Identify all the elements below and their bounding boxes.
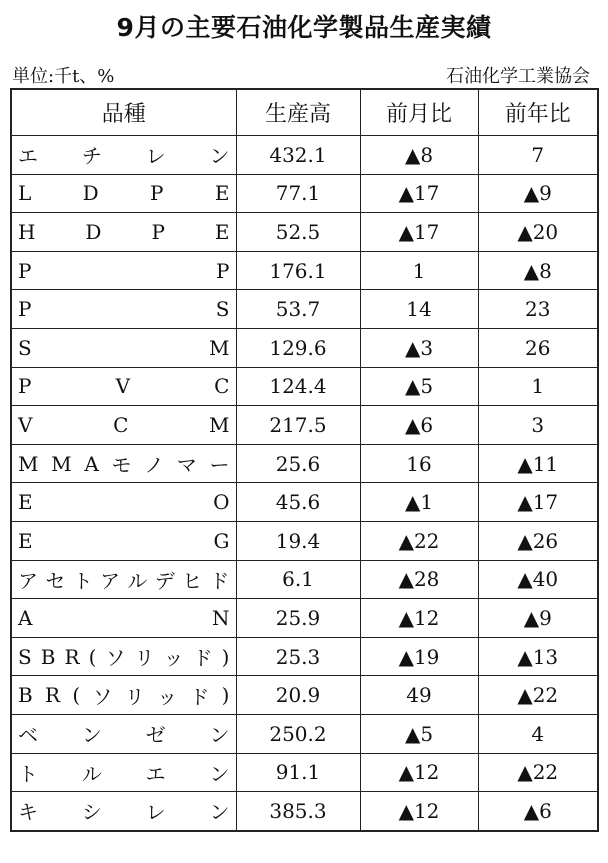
yoy-cell: ▲9 <box>478 174 598 213</box>
table-row <box>11 637 598 676</box>
header-production: 生産高 <box>236 89 360 136</box>
mom-cell: ▲12 <box>360 753 478 792</box>
product-name-cell <box>11 251 236 290</box>
product-name-cell <box>11 676 236 715</box>
yoy-cell: ▲22 <box>478 753 598 792</box>
yoy-cell: 26 <box>478 328 598 367</box>
production-table <box>10 88 599 832</box>
table-body <box>11 136 598 831</box>
product-name: M M A モ ノ マ ー <box>18 451 230 478</box>
mom-cell: 49 <box>360 676 478 715</box>
product-name: ベ ン ゼ ン <box>18 723 230 748</box>
product-name-cell <box>11 136 236 175</box>
table-row <box>11 251 598 290</box>
product-name-cell <box>11 753 236 792</box>
mom-cell: ▲19 <box>360 637 478 676</box>
yoy-cell: 7 <box>478 136 598 175</box>
mom-cell: 16 <box>360 444 478 483</box>
header-yoy: 前年比 <box>478 89 598 136</box>
mom-cell: ▲12 <box>360 599 478 638</box>
unit-label: 単位:千t、% <box>12 66 115 87</box>
production-cell: 217.5 <box>236 406 360 445</box>
product-name: ト ル エ ン <box>18 761 230 786</box>
yoy-cell: ▲6 <box>478 792 598 831</box>
production-cell: 25.3 <box>236 637 360 676</box>
product-name: H D P E <box>18 219 230 244</box>
mom-cell: ▲3 <box>360 328 478 367</box>
production-cell: 77.1 <box>236 174 360 213</box>
product-name: キ シ レ ン <box>18 800 230 825</box>
product-name-cell <box>11 213 236 252</box>
production-cell: 6.1 <box>236 560 360 599</box>
table-row <box>11 367 598 406</box>
product-name: P V C <box>18 374 230 399</box>
production-cell: 45.6 <box>236 483 360 522</box>
mom-cell: ▲22 <box>360 521 478 560</box>
table-row <box>11 676 598 715</box>
product-name: S M <box>18 335 230 360</box>
product-name: P S <box>18 297 230 322</box>
production-cell: 432.1 <box>236 136 360 175</box>
table-row <box>11 136 598 175</box>
table-row <box>11 328 598 367</box>
product-name-cell <box>11 792 236 831</box>
product-name-cell <box>11 599 236 638</box>
production-cell: 52.5 <box>236 213 360 252</box>
yoy-cell: ▲13 <box>478 637 598 676</box>
table-row <box>11 792 598 831</box>
product-name-cell <box>11 174 236 213</box>
yoy-cell: ▲26 <box>478 521 598 560</box>
product-name-cell <box>11 637 236 676</box>
product-name: S B R ( ソ リ ッ ド ) <box>18 644 230 671</box>
production-cell: 385.3 <box>236 792 360 831</box>
product-name-cell <box>11 560 236 599</box>
production-cell: 53.7 <box>236 290 360 329</box>
product-name-cell <box>11 367 236 406</box>
product-name: A N <box>18 605 230 630</box>
table-row <box>11 521 598 560</box>
production-cell: 20.9 <box>236 676 360 715</box>
yoy-cell: 3 <box>478 406 598 445</box>
table-row <box>11 714 598 753</box>
product-name-cell <box>11 444 236 483</box>
yoy-cell: ▲22 <box>478 676 598 715</box>
header-name: 品種 <box>11 89 236 136</box>
table-row <box>11 174 598 213</box>
yoy-cell: 23 <box>478 290 598 329</box>
mom-cell: ▲28 <box>360 560 478 599</box>
product-name: E O <box>18 490 230 515</box>
production-cell: 19.4 <box>236 521 360 560</box>
production-cell: 25.6 <box>236 444 360 483</box>
product-name: V C M <box>18 412 230 437</box>
table-row <box>11 406 598 445</box>
mom-cell: 14 <box>360 290 478 329</box>
yoy-cell: ▲8 <box>478 251 598 290</box>
product-name: エ チ レ ン <box>18 144 230 169</box>
table-row <box>11 560 598 599</box>
yoy-cell: 4 <box>478 714 598 753</box>
mom-cell: ▲17 <box>360 174 478 213</box>
header-mom: 前月比 <box>360 89 478 136</box>
yoy-cell: ▲40 <box>478 560 598 599</box>
production-cell: 25.9 <box>236 599 360 638</box>
production-cell: 250.2 <box>236 714 360 753</box>
yoy-cell: ▲11 <box>478 444 598 483</box>
table-row <box>11 213 598 252</box>
mom-cell: ▲5 <box>360 367 478 406</box>
product-name-cell <box>11 521 236 560</box>
product-name-cell <box>11 483 236 522</box>
mom-cell: ▲1 <box>360 483 478 522</box>
page-title: 9月の主要石油化学製品生産実績 <box>116 13 492 42</box>
production-cell: 129.6 <box>236 328 360 367</box>
table-row <box>11 290 598 329</box>
product-name: L D P E <box>18 181 230 206</box>
table-header-row <box>11 89 598 136</box>
source-label: 石油化学工業協会 <box>446 66 590 87</box>
table-row <box>11 753 598 792</box>
product-name: P P <box>18 258 230 283</box>
mom-cell: 1 <box>360 251 478 290</box>
product-name-cell <box>11 406 236 445</box>
product-name-cell <box>11 328 236 367</box>
production-cell: 91.1 <box>236 753 360 792</box>
product-name-cell <box>11 714 236 753</box>
yoy-cell: ▲9 <box>478 599 598 638</box>
product-name-cell <box>11 290 236 329</box>
mom-cell: ▲12 <box>360 792 478 831</box>
yoy-cell: ▲20 <box>478 213 598 252</box>
product-name: ア セ ト ア ル デ ヒ ド <box>18 568 230 593</box>
production-cell: 124.4 <box>236 367 360 406</box>
table-row <box>11 444 598 483</box>
yoy-cell: 1 <box>478 367 598 406</box>
table-row <box>11 599 598 638</box>
production-cell: 176.1 <box>236 251 360 290</box>
product-name: B R ( ソ リ ッ ド ) <box>18 683 230 709</box>
mom-cell: ▲5 <box>360 714 478 753</box>
mom-cell: ▲8 <box>360 136 478 175</box>
yoy-cell: ▲17 <box>478 483 598 522</box>
mom-cell: ▲17 <box>360 213 478 252</box>
table-row <box>11 483 598 522</box>
mom-cell: ▲6 <box>360 406 478 445</box>
product-name: E G <box>18 528 230 553</box>
